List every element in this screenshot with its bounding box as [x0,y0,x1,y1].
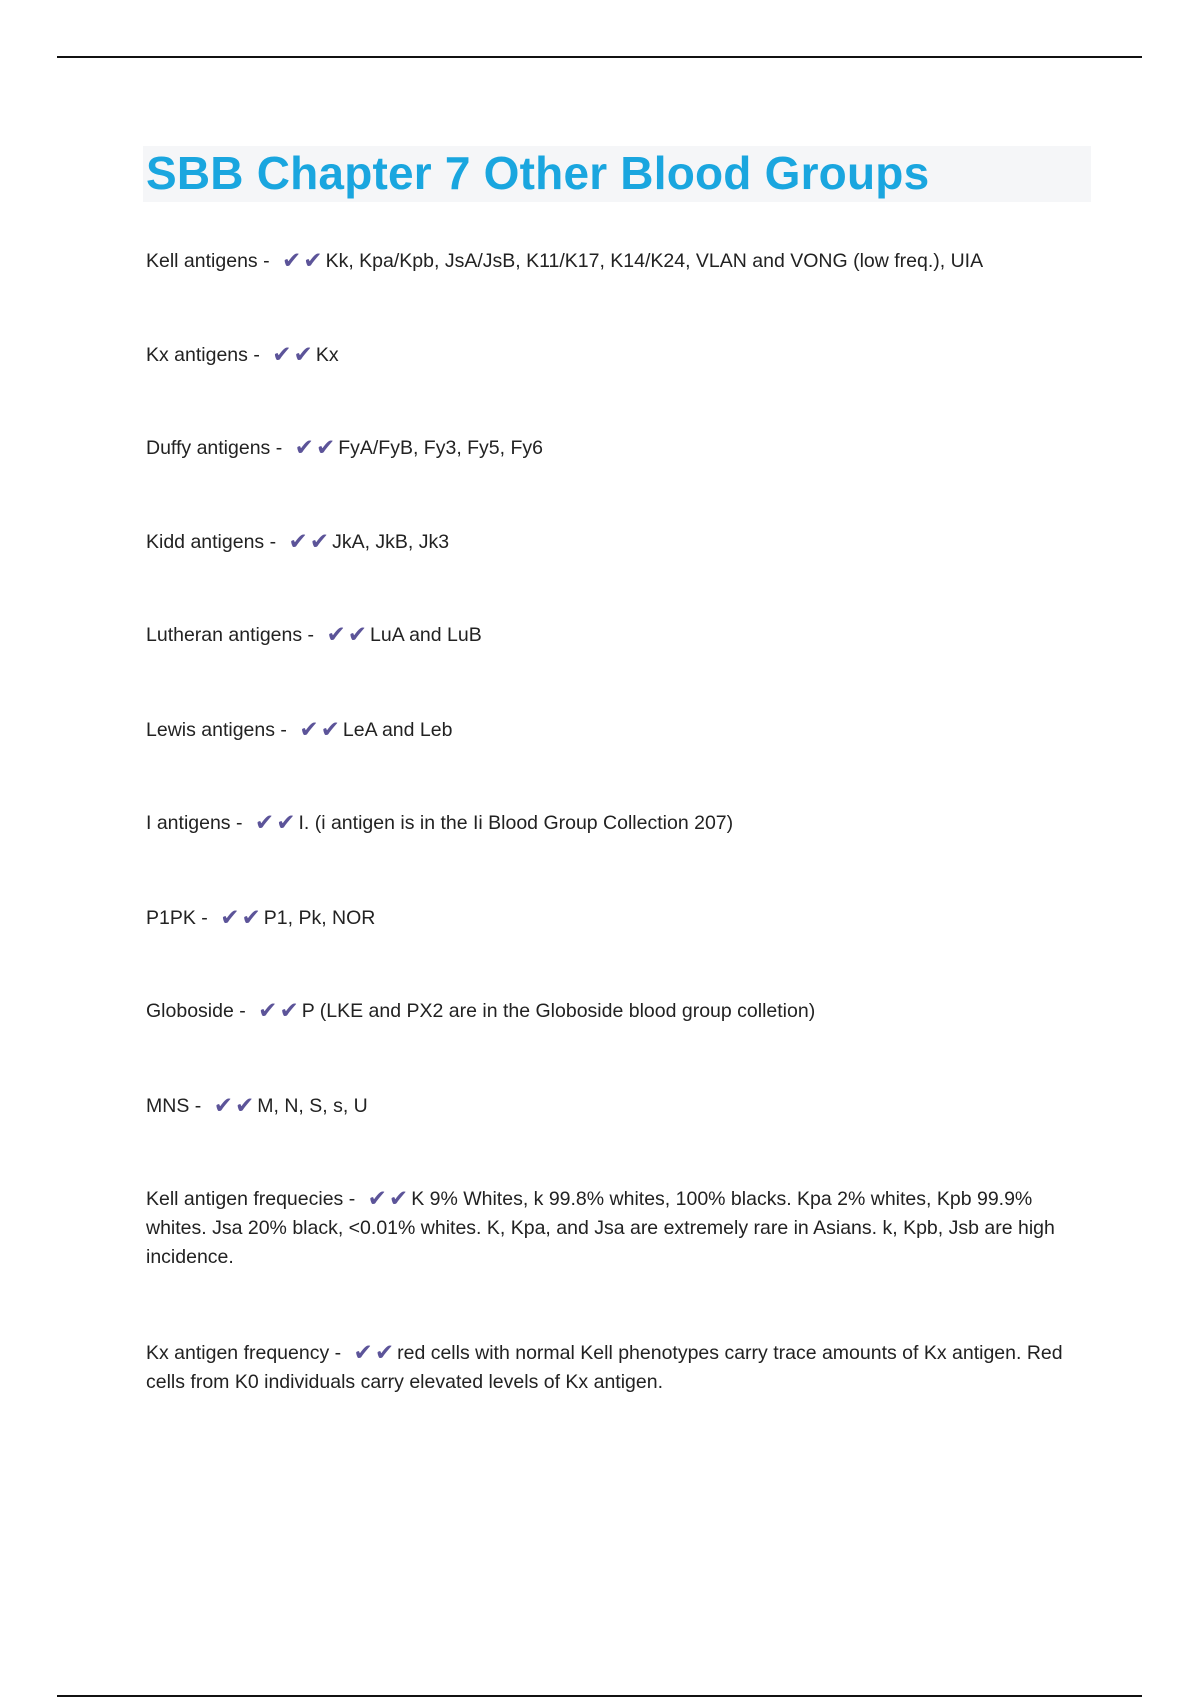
checkmark-icon: ✔ [309,528,330,554]
entry-separator: - [348,1188,356,1210]
entry-term: Kell antigen frequecies [146,1188,344,1210]
checkmark-icon: ✔ [272,341,292,367]
entry-lutheran-antigens [146,621,1076,650]
entry-kidd-antigens [146,528,1076,557]
entry-definition: Kk, Kpa/Kpb, JsA/JsB, K11/K17, K14/K24, VLAN and VONG (low freq.), UIA [325,250,984,272]
bottom-page-rule [57,1695,1142,1697]
checkmark-icon: ✔ [293,341,313,367]
checkmark-icon: ✔ [315,434,336,460]
checkmark-icon: ✔ [299,716,319,742]
checkmark-icon: ✔ [241,904,261,930]
checkmark-icon: ✔ [254,809,275,835]
entry-i-antigens [146,809,1076,838]
entry-separator: - [269,531,277,553]
checkmark-icon: ✔ [326,621,346,647]
entry-definition: JkA, JkB, Jk3 [332,531,450,553]
entry-kell-antigen-frequencies [146,1185,1076,1272]
entry-term: P1PK [146,907,196,929]
entry-term: Kell antigens [146,250,258,272]
entry-separator: - [334,1342,342,1364]
entry-term: Lutheran antigens [146,624,303,646]
entry-term: Globoside [146,1000,234,1022]
checkmark-icon: ✔ [234,1092,255,1118]
entry-term: Lewis antigens [146,719,275,741]
checkmark-icon: ✔ [294,434,314,460]
entry-separator: - [307,624,315,646]
checkmark-icon: ✔ [276,809,296,835]
checkmark-icon: ✔ [213,1092,233,1118]
entry-lewis-antigens [146,716,1076,745]
checkmark-icon: ✔ [220,904,240,930]
entry-definition: red cells with normal Kell phenotypes carry trace amounts of Kx antigen. Red cells from K0 individuals carry elevated levels of Kx antigen. [146,1342,1063,1393]
checkmark-icon: ✔ [367,1185,387,1211]
checkmark-icon: ✔ [320,716,340,742]
entry-globoside [146,997,1076,1026]
checkmark-icon: ✔ [258,997,278,1023]
entry-duffy-antigens [146,434,1076,463]
checkmark-icon: ✔ [288,528,308,554]
entry-separator: - [280,719,287,741]
entry-p1pk [146,904,1076,933]
entry-term: MNS [146,1095,190,1117]
checkmark-icon: ✔ [282,247,302,273]
entry-definition: FyA/FyB, Fy3, Fy5, Fy6 [338,437,543,459]
entry-term: I antigens [146,812,231,834]
entry-definition: I. (i antigen is in the Ii Blood Group Collection 207) [298,812,734,834]
entry-term: Kx antigen frequency [146,1342,330,1364]
entry-term: Kx antigens [146,344,248,366]
entry-definition: LeA and Leb [342,719,453,741]
entry-kx-antigen-frequency [146,1339,1076,1397]
entry-definition: Kx [315,344,339,366]
entry-kell-antigens [146,247,1076,276]
entry-term: Kidd antigens [146,531,265,553]
entry-definition: P1, Pk, NOR [263,907,376,929]
checkmark-icon: ✔ [353,1339,373,1365]
entry-separator: - [263,250,270,272]
checkmark-icon: ✔ [388,1185,409,1211]
entry-definition: K 9% Whites, k 99.8% whites, 100% blacks. Kpa 2% whites, Kpb 99.9% whites. Jsa 20% black, <0.01% whites. K, Kpa, and Jsa are extremely rare in Asians. k, Kpb, Jsb are high incidence. [146,1188,1055,1268]
entry-separator: - [201,907,208,929]
entry-term: Duffy antigens [146,437,271,459]
top-page-rule [57,56,1142,58]
entry-separator: - [239,1000,246,1022]
entry-mns [146,1092,1076,1121]
entry-separator: - [194,1095,202,1117]
document-title: SBB Chapter 7 Other Blood Groups [146,147,930,199]
checkmark-icon: ✔ [347,621,368,647]
entry-definition: P (LKE and PX2 are in the Globoside blood group colletion) [301,1000,816,1022]
entry-separator: - [275,437,283,459]
entry-kx-antigens [146,341,1076,370]
checkmark-icon: ✔ [374,1339,395,1365]
checkmark-icon: ✔ [303,247,323,273]
entry-separator: - [235,812,243,834]
entry-definition: LuA and LuB [370,624,482,646]
entry-definition: M, N, S, s, U [257,1095,368,1117]
entry-separator: - [253,344,260,366]
checkmark-icon: ✔ [279,997,299,1023]
